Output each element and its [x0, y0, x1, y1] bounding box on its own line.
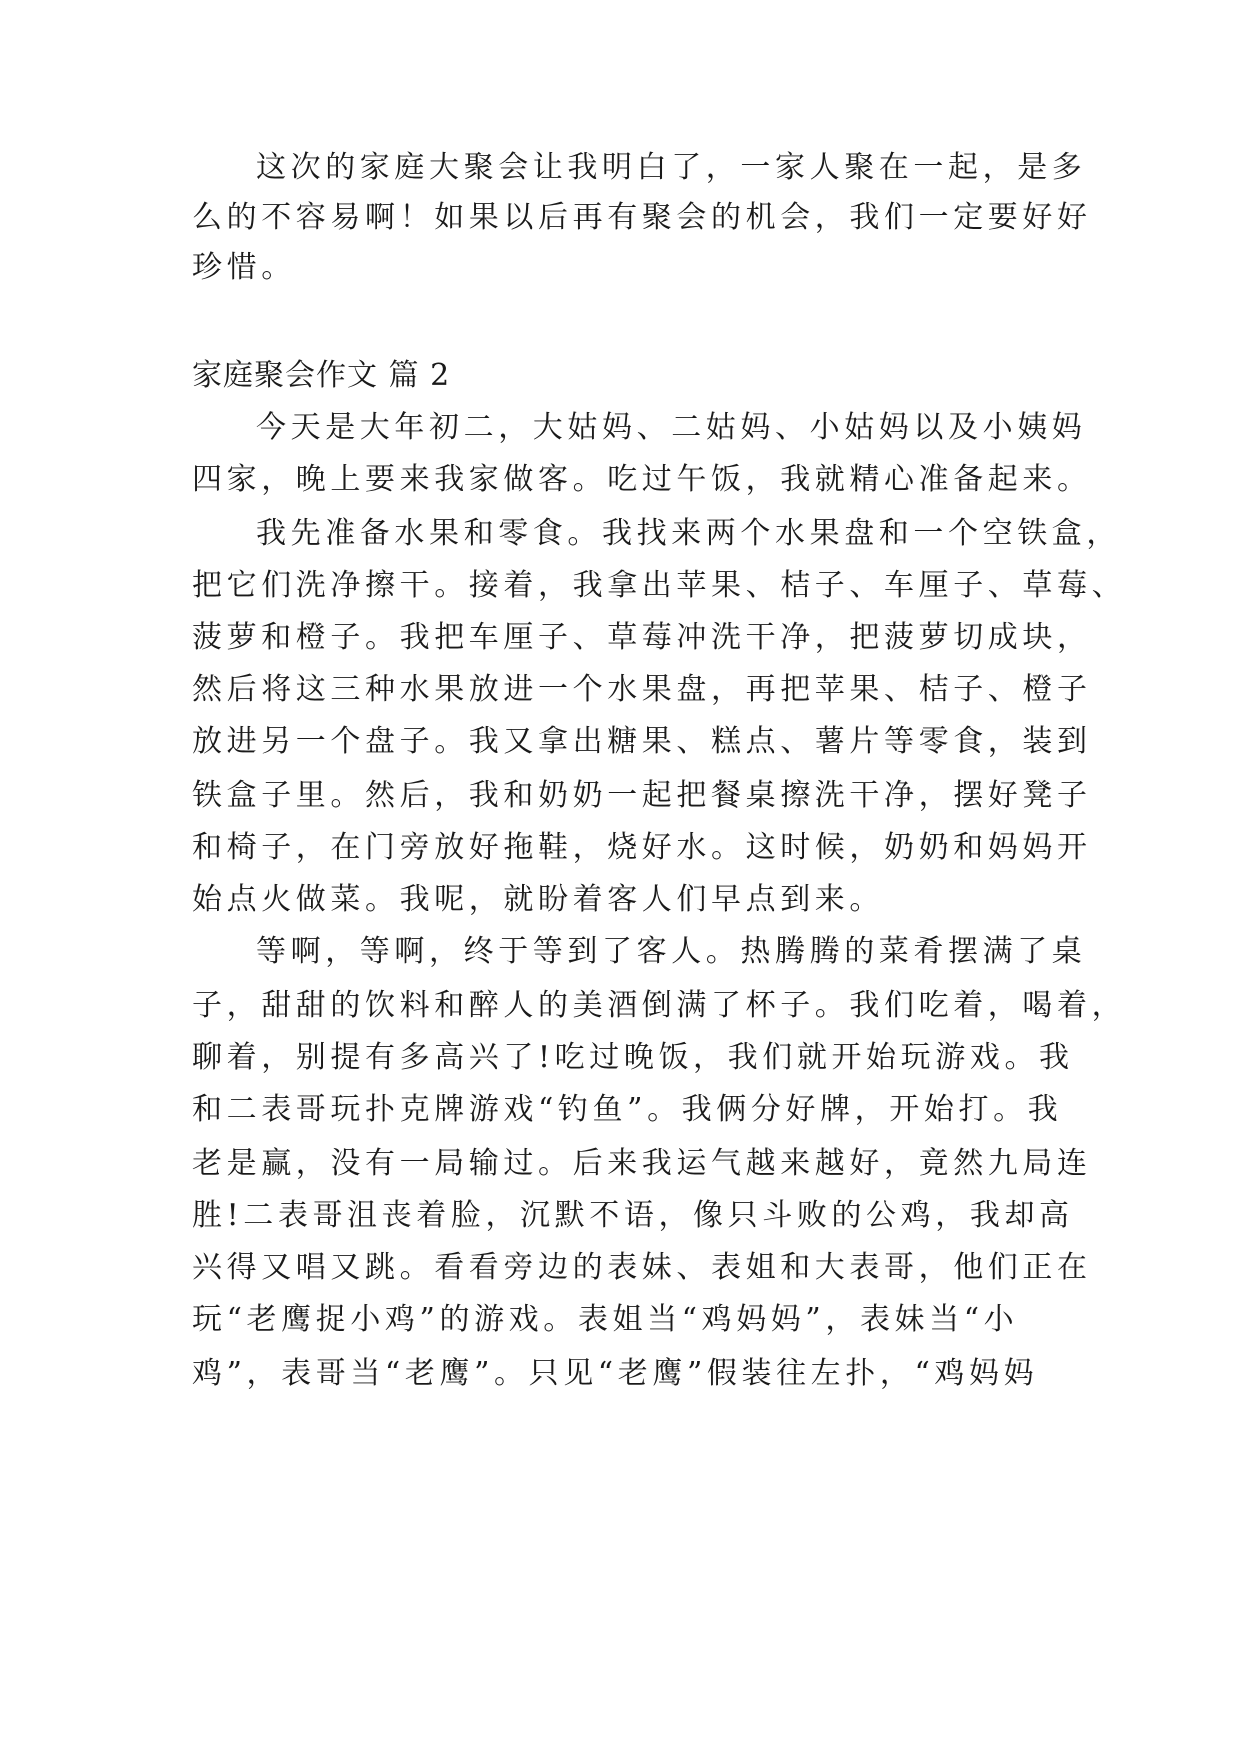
text-line: 把它们洗净擦干。接着，我拿出苹果、桔子、车厘子、草莓、	[192, 568, 1127, 603]
text-line: 放进另一个盘子。我又拿出糖果、糕点、薯片等零食，装到	[192, 724, 1092, 759]
text-line: 我先准备水果和零食。我找来两个水果盘和一个空铁盒，	[256, 516, 1121, 551]
text-line: 始点火做菜。我呢，就盼着客人们早点到来。	[192, 882, 884, 917]
text-line: 玩“老鹰捉小鸡”的游戏。表姐当“鸡妈妈”，表妹当“小	[192, 1302, 1019, 1337]
text-line: 然后将这三种水果放进一个水果盘，再把苹果、桔子、橙子	[192, 672, 1092, 707]
text-line: 么的不容易啊！如果以后再有聚会的机会，我们一定要好好	[192, 200, 1092, 235]
text-line: 聊着，别提有多高兴了!吃过晚饭，我们就开始玩游戏。我	[192, 1040, 1074, 1075]
text-line: 这次的家庭大聚会让我明白了，一家人聚在一起，是多	[256, 150, 1087, 185]
text-line: 今天是大年初二，大姑妈、二姑妈、小姑妈以及小姨妈	[256, 410, 1087, 445]
text-line: 胜!二表哥沮丧着脸，沉默不语，像只斗败的公鸡，我却高	[192, 1198, 1074, 1233]
text-line: 和椅子，在门旁放好拖鞋，烧好水。这时候，奶奶和妈妈开	[192, 830, 1092, 865]
text-line: 鸡”，表哥当“老鹰”。只见“老鹰”假装往左扑，“鸡妈妈	[192, 1356, 1039, 1391]
text-line: 珍惜。	[192, 250, 296, 285]
section-heading: 家庭聚会作文 篇 2	[192, 358, 451, 393]
text-line: 四家，晚上要来我家做客。吃过午饭，我就精心准备起来。	[192, 462, 1092, 497]
text-line: 老是赢，没有一局输过。后来我运气越来越好，竟然九局连	[192, 1146, 1092, 1181]
text-line: 等啊，等啊，终于等到了客人。热腾腾的菜肴摆满了桌	[256, 934, 1087, 969]
text-line: 子，甜甜的饮料和醉人的美酒倒满了杯子。我们吃着，喝着，	[192, 988, 1127, 1023]
text-line: 和二表哥玩扑克牌游戏“钓鱼”。我俩分好牌，开始打。我	[192, 1092, 1063, 1127]
text-line: 铁盒子里。然后，我和奶奶一起把餐桌擦洗干净，摆好凳子	[192, 778, 1092, 813]
text-line: 兴得又唱又跳。看看旁边的表妹、表姐和大表哥，他们正在	[192, 1250, 1092, 1285]
text-line: 菠萝和橙子。我把车厘子、草莓冲洗干净，把菠萝切成块，	[192, 620, 1092, 655]
